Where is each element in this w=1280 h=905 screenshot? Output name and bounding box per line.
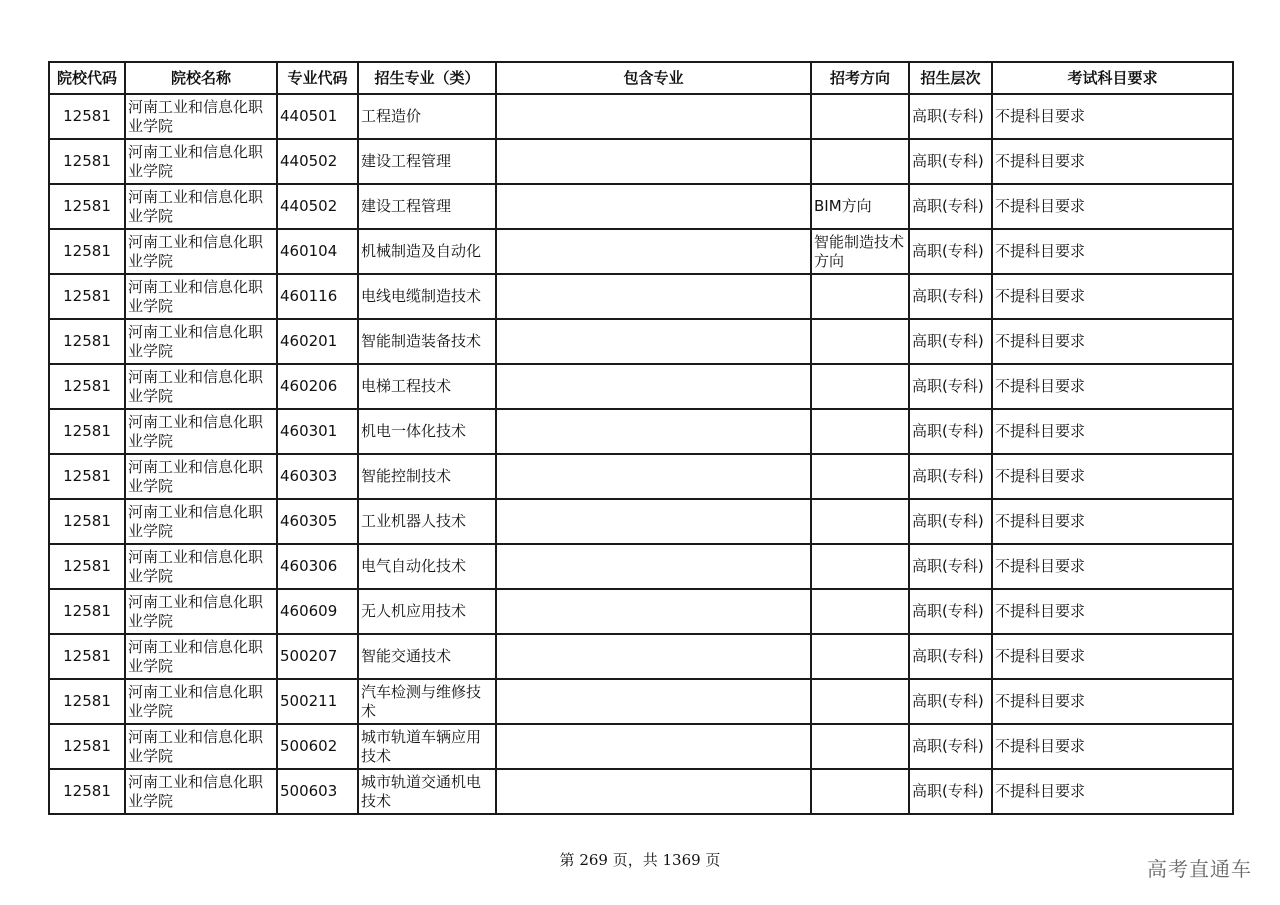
cell-included-majors bbox=[496, 544, 811, 589]
cell-level: 高职(专科) bbox=[909, 679, 992, 724]
cell-included-majors bbox=[496, 679, 811, 724]
cell-major-code: 500207 bbox=[277, 634, 358, 679]
cell-requirement: 不提科目要求 bbox=[992, 229, 1233, 274]
cell-school-name: 河南工业和信息化职业学院 bbox=[125, 364, 277, 409]
cell-school-code: 12581 bbox=[49, 724, 125, 769]
cell-level: 高职(专科) bbox=[909, 634, 992, 679]
cell-school-code: 12581 bbox=[49, 499, 125, 544]
cell-level: 高职(专科) bbox=[909, 409, 992, 454]
cell-included-majors bbox=[496, 409, 811, 454]
cell-requirement: 不提科目要求 bbox=[992, 589, 1233, 634]
table-row bbox=[49, 229, 1233, 274]
cell-level: 高职(专科) bbox=[909, 274, 992, 319]
cell-level: 高职(专科) bbox=[909, 724, 992, 769]
cell-school-code: 12581 bbox=[49, 454, 125, 499]
cell-level: 高职(专科) bbox=[909, 769, 992, 814]
cell-level: 高职(专科) bbox=[909, 229, 992, 274]
cell-major-code: 440502 bbox=[277, 139, 358, 184]
header-level: 招生层次 bbox=[909, 62, 992, 94]
table-row bbox=[49, 364, 1233, 409]
cell-level: 高职(专科) bbox=[909, 319, 992, 364]
cell-direction bbox=[811, 409, 909, 454]
cell-requirement: 不提科目要求 bbox=[992, 139, 1233, 184]
cell-requirement: 不提科目要求 bbox=[992, 184, 1233, 229]
table-row bbox=[49, 724, 1233, 769]
table-row bbox=[49, 184, 1233, 229]
cell-included-majors bbox=[496, 499, 811, 544]
cell-school-name: 河南工业和信息化职业学院 bbox=[125, 589, 277, 634]
cell-major-code: 460201 bbox=[277, 319, 358, 364]
cell-requirement: 不提科目要求 bbox=[992, 94, 1233, 139]
cell-included-majors bbox=[496, 364, 811, 409]
cell-school-name: 河南工业和信息化职业学院 bbox=[125, 409, 277, 454]
table-row bbox=[49, 319, 1233, 364]
cell-school-code: 12581 bbox=[49, 139, 125, 184]
cell-school-name: 河南工业和信息化职业学院 bbox=[125, 634, 277, 679]
table-row bbox=[49, 274, 1233, 319]
cell-direction bbox=[811, 634, 909, 679]
header-school-code: 院校代码 bbox=[49, 62, 125, 94]
cell-school-code: 12581 bbox=[49, 94, 125, 139]
header-included-majors: 包含专业 bbox=[496, 62, 811, 94]
cell-school-code: 12581 bbox=[49, 679, 125, 724]
cell-level: 高职(专科) bbox=[909, 454, 992, 499]
cell-school-code: 12581 bbox=[49, 409, 125, 454]
cell-level: 高职(专科) bbox=[909, 364, 992, 409]
cell-major-code: 460116 bbox=[277, 274, 358, 319]
cell-school-code: 12581 bbox=[49, 274, 125, 319]
cell-major-code: 460609 bbox=[277, 589, 358, 634]
cell-requirement: 不提科目要求 bbox=[992, 724, 1233, 769]
cell-requirement: 不提科目要求 bbox=[992, 364, 1233, 409]
cell-included-majors bbox=[496, 94, 811, 139]
cell-school-code: 12581 bbox=[49, 184, 125, 229]
cell-school-code: 12581 bbox=[49, 634, 125, 679]
cell-direction bbox=[811, 364, 909, 409]
cell-included-majors bbox=[496, 139, 811, 184]
cell-major: 电气自动化技术 bbox=[358, 544, 496, 589]
cell-school-name: 河南工业和信息化职业学院 bbox=[125, 679, 277, 724]
cell-school-code: 12581 bbox=[49, 229, 125, 274]
cell-school-name: 河南工业和信息化职业学院 bbox=[125, 94, 277, 139]
cell-included-majors bbox=[496, 274, 811, 319]
table-row bbox=[49, 409, 1233, 454]
table-row bbox=[49, 94, 1233, 139]
cell-level: 高职(专科) bbox=[909, 94, 992, 139]
cell-major-code: 460104 bbox=[277, 229, 358, 274]
cell-requirement: 不提科目要求 bbox=[992, 319, 1233, 364]
table-row bbox=[49, 544, 1233, 589]
table-row bbox=[49, 139, 1233, 184]
cell-level: 高职(专科) bbox=[909, 184, 992, 229]
cell-school-name: 河南工业和信息化职业学院 bbox=[125, 454, 277, 499]
cell-included-majors bbox=[496, 589, 811, 634]
cell-major-code: 440502 bbox=[277, 184, 358, 229]
cell-direction bbox=[811, 139, 909, 184]
cell-major: 机械制造及自动化 bbox=[358, 229, 496, 274]
cell-school-code: 12581 bbox=[49, 589, 125, 634]
cell-school-name: 河南工业和信息化职业学院 bbox=[125, 139, 277, 184]
cell-school-name: 河南工业和信息化职业学院 bbox=[125, 274, 277, 319]
cell-included-majors bbox=[496, 229, 811, 274]
cell-direction bbox=[811, 769, 909, 814]
cell-school-name: 河南工业和信息化职业学院 bbox=[125, 499, 277, 544]
table-row bbox=[49, 499, 1233, 544]
page-footer: 第 269 页，共 1369 页 bbox=[559, 851, 721, 869]
cell-major: 智能制造装备技术 bbox=[358, 319, 496, 364]
cell-direction bbox=[811, 544, 909, 589]
admissions-table bbox=[48, 61, 1234, 815]
header-major: 招生专业（类） bbox=[358, 62, 496, 94]
cell-major: 智能交通技术 bbox=[358, 634, 496, 679]
cell-major: 建设工程管理 bbox=[358, 139, 496, 184]
table-row bbox=[49, 589, 1233, 634]
cell-requirement: 不提科目要求 bbox=[992, 274, 1233, 319]
cell-school-name: 河南工业和信息化职业学院 bbox=[125, 229, 277, 274]
cell-level: 高职(专科) bbox=[909, 499, 992, 544]
cell-included-majors bbox=[496, 454, 811, 499]
cell-requirement: 不提科目要求 bbox=[992, 544, 1233, 589]
cell-requirement: 不提科目要求 bbox=[992, 454, 1233, 499]
cell-major-code: 440501 bbox=[277, 94, 358, 139]
cell-direction bbox=[811, 319, 909, 364]
watermark: 高考直通车 bbox=[1147, 857, 1252, 881]
cell-school-name: 河南工业和信息化职业学院 bbox=[125, 544, 277, 589]
cell-direction bbox=[811, 499, 909, 544]
cell-major: 电线电缆制造技术 bbox=[358, 274, 496, 319]
cell-direction bbox=[811, 679, 909, 724]
cell-level: 高职(专科) bbox=[909, 589, 992, 634]
cell-included-majors bbox=[496, 319, 811, 364]
cell-major: 工程造价 bbox=[358, 94, 496, 139]
cell-school-name: 河南工业和信息化职业学院 bbox=[125, 724, 277, 769]
cell-major: 建设工程管理 bbox=[358, 184, 496, 229]
cell-school-name: 河南工业和信息化职业学院 bbox=[125, 319, 277, 364]
cell-major: 城市轨道交通机电技术 bbox=[358, 769, 496, 814]
cell-direction bbox=[811, 724, 909, 769]
cell-major: 工业机器人技术 bbox=[358, 499, 496, 544]
cell-major-code: 460306 bbox=[277, 544, 358, 589]
table-row bbox=[49, 679, 1233, 724]
cell-requirement: 不提科目要求 bbox=[992, 679, 1233, 724]
table-row bbox=[49, 634, 1233, 679]
table-row bbox=[49, 769, 1233, 814]
cell-major: 电梯工程技术 bbox=[358, 364, 496, 409]
cell-major: 城市轨道车辆应用技术 bbox=[358, 724, 496, 769]
header-direction: 招考方向 bbox=[811, 62, 909, 94]
cell-included-majors bbox=[496, 724, 811, 769]
cell-included-majors bbox=[496, 184, 811, 229]
cell-included-majors bbox=[496, 769, 811, 814]
cell-direction bbox=[811, 589, 909, 634]
cell-requirement: 不提科目要求 bbox=[992, 409, 1233, 454]
cell-major-code: 460303 bbox=[277, 454, 358, 499]
header-school-name: 院校名称 bbox=[125, 62, 277, 94]
cell-major: 汽车检测与维修技术 bbox=[358, 679, 496, 724]
cell-major-code: 500602 bbox=[277, 724, 358, 769]
cell-requirement: 不提科目要求 bbox=[992, 769, 1233, 814]
cell-major-code: 500603 bbox=[277, 769, 358, 814]
cell-requirement: 不提科目要求 bbox=[992, 499, 1233, 544]
header-requirement: 考试科目要求 bbox=[992, 62, 1233, 94]
cell-requirement: 不提科目要求 bbox=[992, 634, 1233, 679]
cell-school-code: 12581 bbox=[49, 364, 125, 409]
cell-direction: 智能制造技术方向 bbox=[811, 229, 909, 274]
cell-school-code: 12581 bbox=[49, 769, 125, 814]
cell-level: 高职(专科) bbox=[909, 139, 992, 184]
cell-school-code: 12581 bbox=[49, 544, 125, 589]
header-major-code: 专业代码 bbox=[277, 62, 358, 94]
cell-major: 智能控制技术 bbox=[358, 454, 496, 499]
cell-school-code: 12581 bbox=[49, 319, 125, 364]
cell-major: 机电一体化技术 bbox=[358, 409, 496, 454]
cell-school-name: 河南工业和信息化职业学院 bbox=[125, 769, 277, 814]
cell-school-name: 河南工业和信息化职业学院 bbox=[125, 184, 277, 229]
cell-level: 高职(专科) bbox=[909, 544, 992, 589]
cell-major-code: 500211 bbox=[277, 679, 358, 724]
cell-major-code: 460206 bbox=[277, 364, 358, 409]
cell-major-code: 460305 bbox=[277, 499, 358, 544]
cell-direction bbox=[811, 454, 909, 499]
cell-direction bbox=[811, 274, 909, 319]
cell-included-majors bbox=[496, 634, 811, 679]
cell-major-code: 460301 bbox=[277, 409, 358, 454]
cell-major: 无人机应用技术 bbox=[358, 589, 496, 634]
table-row bbox=[49, 454, 1233, 499]
cell-direction bbox=[811, 94, 909, 139]
header-row bbox=[49, 62, 1233, 94]
cell-direction: BIM方向 bbox=[811, 184, 909, 229]
